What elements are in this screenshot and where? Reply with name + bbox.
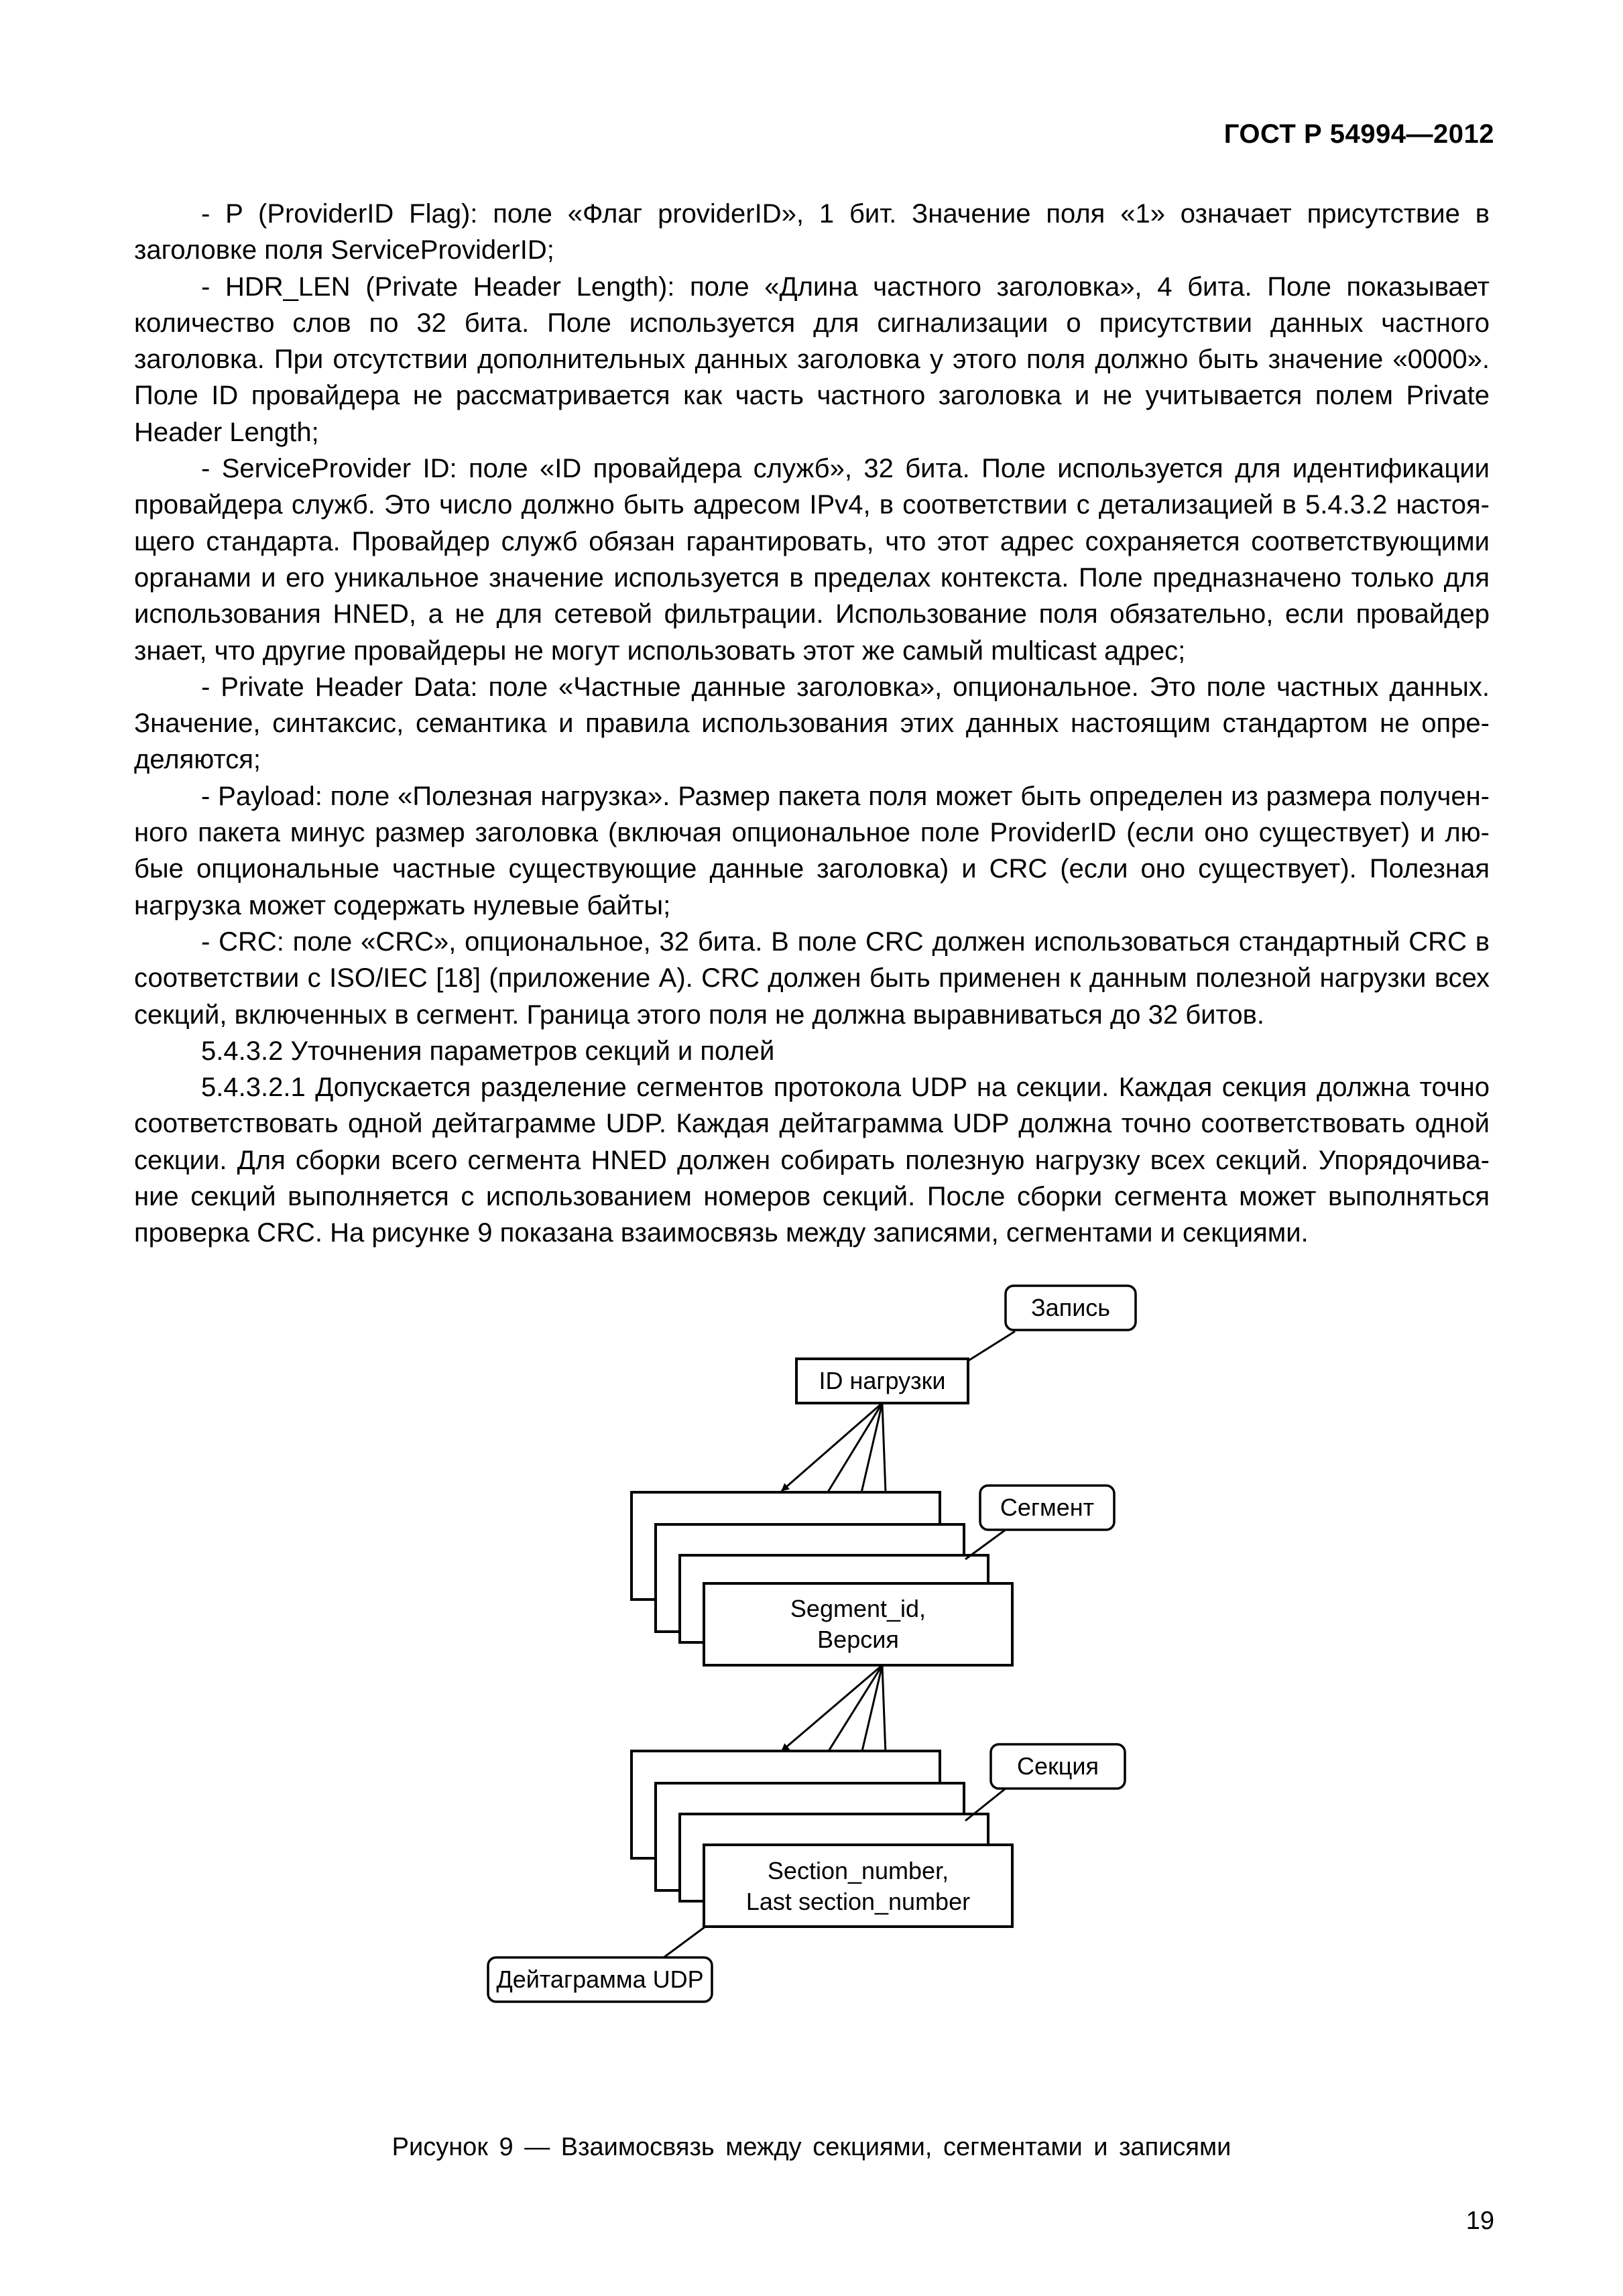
figure-9	[0, 1247, 1623, 2078]
section-box-line-1: Section_number,	[767, 1857, 949, 1884]
paragraph-hdr-len: - HDR_LEN (Private Header Length): поле «Длина частного заголовка», 4 бита. Поле показывает количество слов по 32 бита. Поле используется для сигнализации о присутствии данных частного заголовка. При отсутствии дополнительных данных заголовка у этого поля должно быть значение «0000». Поле ID провайдера не рассматривается как часть частного заголовка и не учитывается полем Private Header Length;	[134, 271, 1490, 447]
section-callout-label: Секция	[1017, 1752, 1099, 1780]
paragraph-private-header-data: - Private Header Data: поле «Частные данные заголовка», опциональное. Это поле частных данных. Значение, синтаксис, семантика и правила использования этих данных настоящим стандартом не определяются;	[134, 672, 1490, 775]
page-number: 19	[1465, 2207, 1494, 2235]
segment-stack	[632, 1492, 1012, 1665]
section-callout	[965, 1744, 1125, 1821]
paragraph-service-provider-id: - ServiceProvider ID: поле «ID провайдера служб», 32 бита. Поле используется для идентификации провайдера служб. Это число должно быть адресом IPv4, в соответствии с детализацией в 5.4.3.2 настоящего стандарта. Провайдер служб обязан гарантировать, что этот адрес сохраняется соответствующими органами и его уникальное значение используется в пределах контекста. Поле предназначено только для использования HNED, а не для сетевой фильтрации. Использование поля обязательно, если провайдер знает, что другие провайдеры не могут использовать этот же самый multicast адрес;	[134, 454, 1490, 666]
paragraph-5-4-3-2-1: 5.4.3.2.1 Допускается разделение сегментов протокола UDP на секции. Каждая секция должна точно соответствовать одной дейтаграмме UDP. Каждая дейтаграмма UDP должна точно соответствовать одной секции. Для сборки всего сегмента HNED должен собирать полезную нагрузку всех секций. Упорядочивание секций выполняется с использованием номеров секций. После сборки сегмента может выполняться проверка CRC. На рисунке 9 показана взаимосвязь между записями, сегментами и секциями.	[134, 1073, 1490, 1248]
segment-box-line-1: Segment_id,	[790, 1595, 926, 1622]
segment-callout	[965, 1486, 1114, 1559]
record-callout	[968, 1286, 1136, 1361]
paragraph-crc: - CRC: поле «CRC», опциональное, 32 бита. В поле CRC должен использоваться стандартный CRC в соответствии с ISO/IEC [18] (приложение А). CRC должен быть применен к данным полезной нагрузки всех секций, включенных в сегмент. Граница этого поля не должна выравниваться до 32 битов.	[134, 926, 1490, 1030]
segment-box-line-2: Версия	[817, 1626, 899, 1653]
record-callout-label: Запись	[1030, 1294, 1111, 1321]
payload-id-label: ID нагрузки	[819, 1367, 946, 1394]
figure-caption: Рисунок 9 — Взаимосвязь между секциями, сегментами и записями	[392, 2133, 1231, 2161]
section-stack	[632, 1751, 1012, 1927]
udp-datagram-callout-label: Дейтаграмма UDP	[496, 1966, 704, 1993]
section-box-line-2: Last section_number	[745, 1888, 971, 1915]
paragraph-payload: - Payload: поле «Полезная нагрузка». Размер пакета поля может быть определен из размера полученного пакета минус размер заголовка (включая опциональное поле ProviderID (если оно существует) и любые опциональные частные существующие данные заголовка) и CRC (если оно существует). Полезная нагрузка может содержать нулевые байты;	[134, 781, 1490, 920]
document-header: ГОСТ Р 54994—2012	[1223, 119, 1494, 149]
figure-diagram	[0, 1247, 1623, 2078]
body-text	[134, 196, 1490, 1252]
udp-datagram-callout	[488, 1927, 712, 2002]
paragraph-provider-flag: - P (ProviderID Flag): поле «Флаг providerID», 1 бит. Значение поля «1» означает присутствие в заголовке поля ServiceProviderID;	[134, 199, 1490, 265]
section-heading-5-4-3-2: 5.4.3.2 Уточнения параметров секций и полей	[201, 1036, 775, 1066]
segment-callout-label: Сегмент	[1000, 1494, 1095, 1521]
payload-id-box	[796, 1359, 968, 1403]
